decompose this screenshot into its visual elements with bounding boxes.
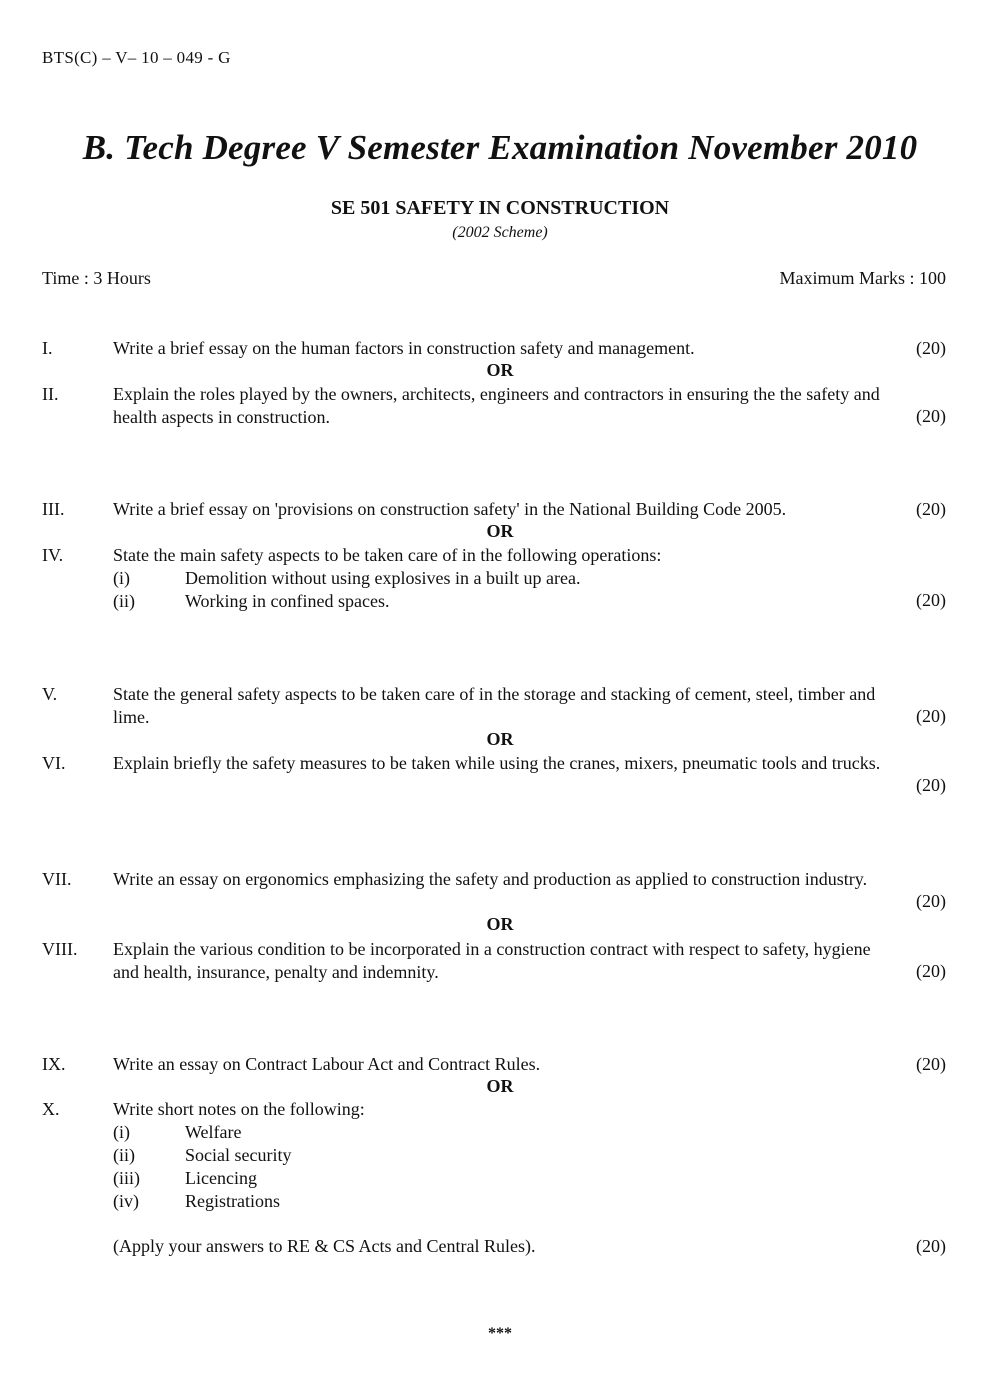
question-marks: (20) <box>916 590 946 610</box>
question-marks: (20) <box>916 1236 946 1256</box>
question-body <box>113 544 883 613</box>
question-number: I. <box>42 338 53 358</box>
question-marks: (20) <box>916 1054 946 1074</box>
question-marks: (20) <box>916 406 946 426</box>
question-number: VII. <box>42 869 72 889</box>
question-marks: (20) <box>916 499 946 519</box>
sub-question-label: (ii) <box>113 591 135 611</box>
sub-question <box>113 567 883 590</box>
question-marks: (20) <box>916 775 946 795</box>
sub-question-label: (iii) <box>113 1168 140 1188</box>
max-marks-label: Maximum Marks : 100 <box>779 268 946 288</box>
sub-question <box>113 1121 883 1144</box>
sub-question <box>113 1167 883 1190</box>
question-text: State the main safety aspects to be taken care of in the following operations: <box>113 545 662 565</box>
question-body <box>113 1098 883 1213</box>
scheme-label: (2002 Scheme) <box>452 224 548 241</box>
sub-question-text: Working in confined spaces. <box>185 591 390 611</box>
question-number: V. <box>42 684 58 704</box>
sub-question-text: Demolition without using explosives in a built up area. <box>185 568 581 588</box>
sub-question-text: Licencing <box>185 1168 257 1188</box>
question-text: Write an essay on Contract Labour Act and Contract Rules. <box>113 1054 541 1074</box>
question-marks: (20) <box>916 891 946 911</box>
or-separator: OR <box>486 360 514 380</box>
paper-code: BTS(C) – V– 10 – 049 - G <box>42 48 231 67</box>
sub-question <box>113 1190 883 1213</box>
question-text: Explain the roles played by the owners, architects, engineers and contractors in ensuring the the safety and health aspects in construction. <box>113 384 880 427</box>
sub-question-label: (i) <box>113 1122 130 1142</box>
question-number: III. <box>42 499 65 519</box>
sub-question-label: (iv) <box>113 1191 139 1211</box>
question-marks: (20) <box>916 706 946 726</box>
sub-question-text: Welfare <box>185 1122 242 1142</box>
sub-question <box>113 590 883 613</box>
question-text: Write an essay on ergonomics emphasizing the safety and production as applied to construction industry. <box>113 869 868 889</box>
question-number: IV. <box>42 545 64 565</box>
or-separator: OR <box>486 1076 514 1096</box>
or-separator: OR <box>486 521 514 541</box>
exam-title: B. Tech Degree V Semester Examination November 2010 <box>82 128 918 167</box>
sub-question-text: Social security <box>185 1145 292 1165</box>
or-separator: OR <box>486 914 514 934</box>
question-text: State the general safety aspects to be taken care of in the storage and stacking of cement, steel, timber and lime. <box>113 684 876 727</box>
question-marks: (20) <box>916 338 946 358</box>
time-label: Time : 3 Hours <box>42 268 151 288</box>
question-marks: (20) <box>916 961 946 981</box>
question-text: Explain briefly the safety measures to be taken while using the cranes, mixers, pneumatic tools and trucks. <box>113 753 881 773</box>
or-separator: OR <box>486 729 514 749</box>
question-text: Explain the various condition to be incorporated in a construction contract with respect to safety, hygiene and health, insurance, penalty and indemnity. <box>113 939 871 982</box>
end-mark: *** <box>488 1325 512 1342</box>
question-text: Write a brief essay on the human factors in construction safety and management. <box>113 338 695 358</box>
sub-question-label: (i) <box>113 568 130 588</box>
question-number: IX. <box>42 1054 66 1074</box>
sub-question <box>113 1144 883 1167</box>
question-text: Write short notes on the following: <box>113 1099 365 1119</box>
question-number: VI. <box>42 753 66 773</box>
question-text: Write a brief essay on 'provisions on construction safety' in the National Building Code 2005. <box>113 499 787 519</box>
question-note: (Apply your answers to RE & CS Acts and Central Rules). <box>113 1236 536 1256</box>
subject-title: SE 501 SAFETY IN CONSTRUCTION <box>330 197 670 219</box>
question-number: VIII. <box>42 939 78 959</box>
question-number: X. <box>42 1099 60 1119</box>
question-number: II. <box>42 384 59 404</box>
sub-question-text: Registrations <box>185 1191 280 1211</box>
sub-question-label: (ii) <box>113 1145 135 1165</box>
